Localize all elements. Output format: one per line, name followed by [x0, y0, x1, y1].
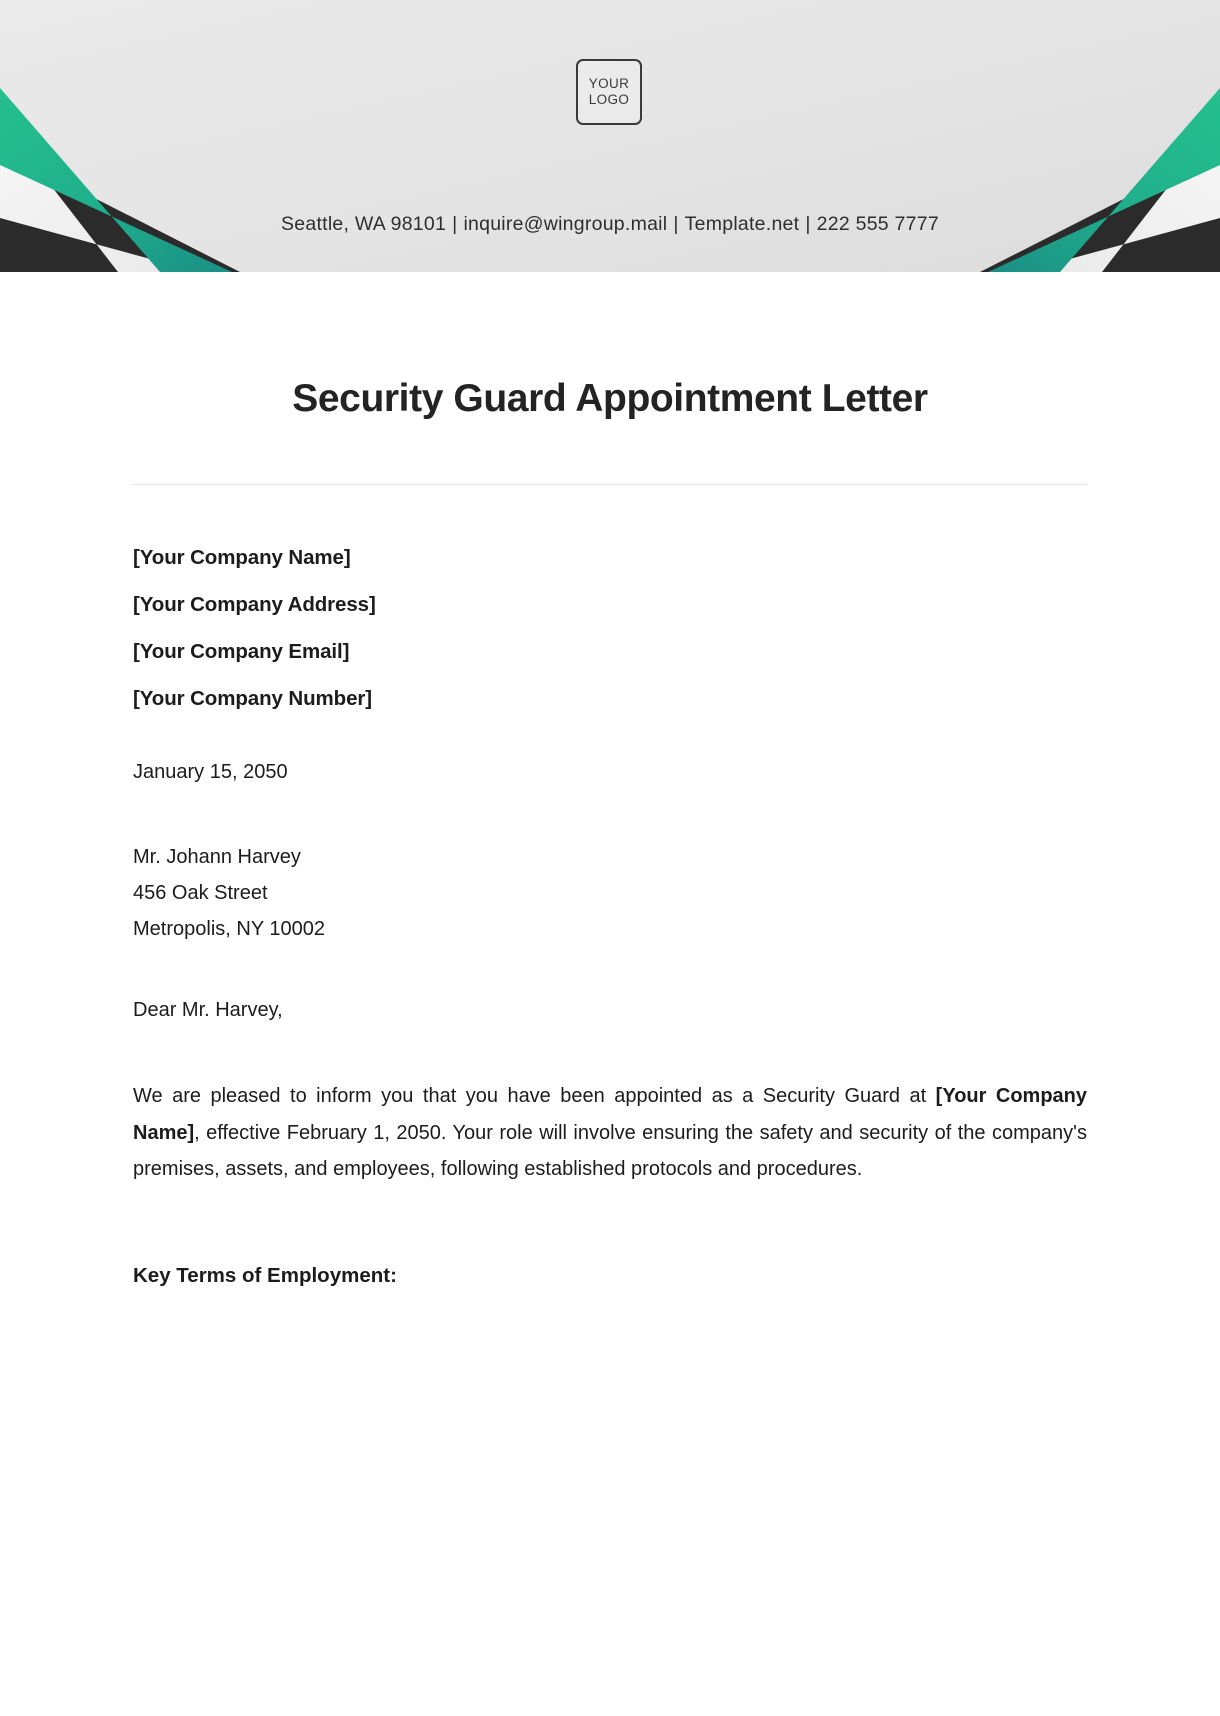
contact-separator-3: |	[805, 213, 811, 235]
company-address-placeholder: [Your Company Address]	[133, 593, 376, 616]
contact-email: inquire@wingroup.mail	[463, 213, 668, 235]
recipient-city-state-zip: Metropolis, NY 10002	[133, 918, 325, 940]
body-text-part-1: We are pleased to inform you that you have been appointed as a Security Guard at	[133, 1085, 936, 1107]
company-email-placeholder: [Your Company Email]	[133, 640, 350, 663]
page-title: Security Guard Appointment Letter	[292, 377, 928, 420]
body-text-part-2: , effective February 1, 2050. Your role will involve ensuring the safety and security of the company's premises, assets, and employees, following established protocols and procedures.	[133, 1121, 1087, 1180]
body-company-name-placeholder: [Your Company Name]	[133, 1085, 1087, 1144]
company-number-placeholder: [Your Company Number]	[133, 687, 372, 710]
title-divider	[133, 484, 1087, 485]
recipient-address-block	[133, 839, 1087, 947]
letter-date: January 15, 2050	[133, 761, 288, 783]
logo-placeholder[interactable]	[576, 59, 642, 125]
contact-address: Seattle, WA 98101	[281, 213, 447, 235]
body-paragraph	[133, 1078, 1087, 1188]
sender-company-block	[133, 534, 1087, 722]
document-body	[133, 272, 1087, 1291]
logo-line-1: YOUR	[588, 76, 630, 91]
recipient-name: Mr. Johann Harvey	[133, 846, 301, 868]
recipient-street: 456 Oak Street	[133, 882, 268, 904]
company-name-placeholder: [Your Company Name]	[133, 546, 351, 569]
contact-separator-2: |	[673, 213, 679, 235]
key-terms-heading: Key Terms of Employment:	[133, 1263, 397, 1287]
contact-website: Template.net	[684, 213, 800, 235]
contact-phone: 222 555 7777	[816, 213, 939, 235]
logo-line-2: LOGO	[588, 92, 630, 107]
contact-info-line	[0, 213, 1220, 236]
salutation: Dear Mr. Harvey,	[133, 999, 283, 1021]
contact-separator-1: |	[452, 213, 458, 235]
letterhead-banner	[0, 0, 1220, 272]
